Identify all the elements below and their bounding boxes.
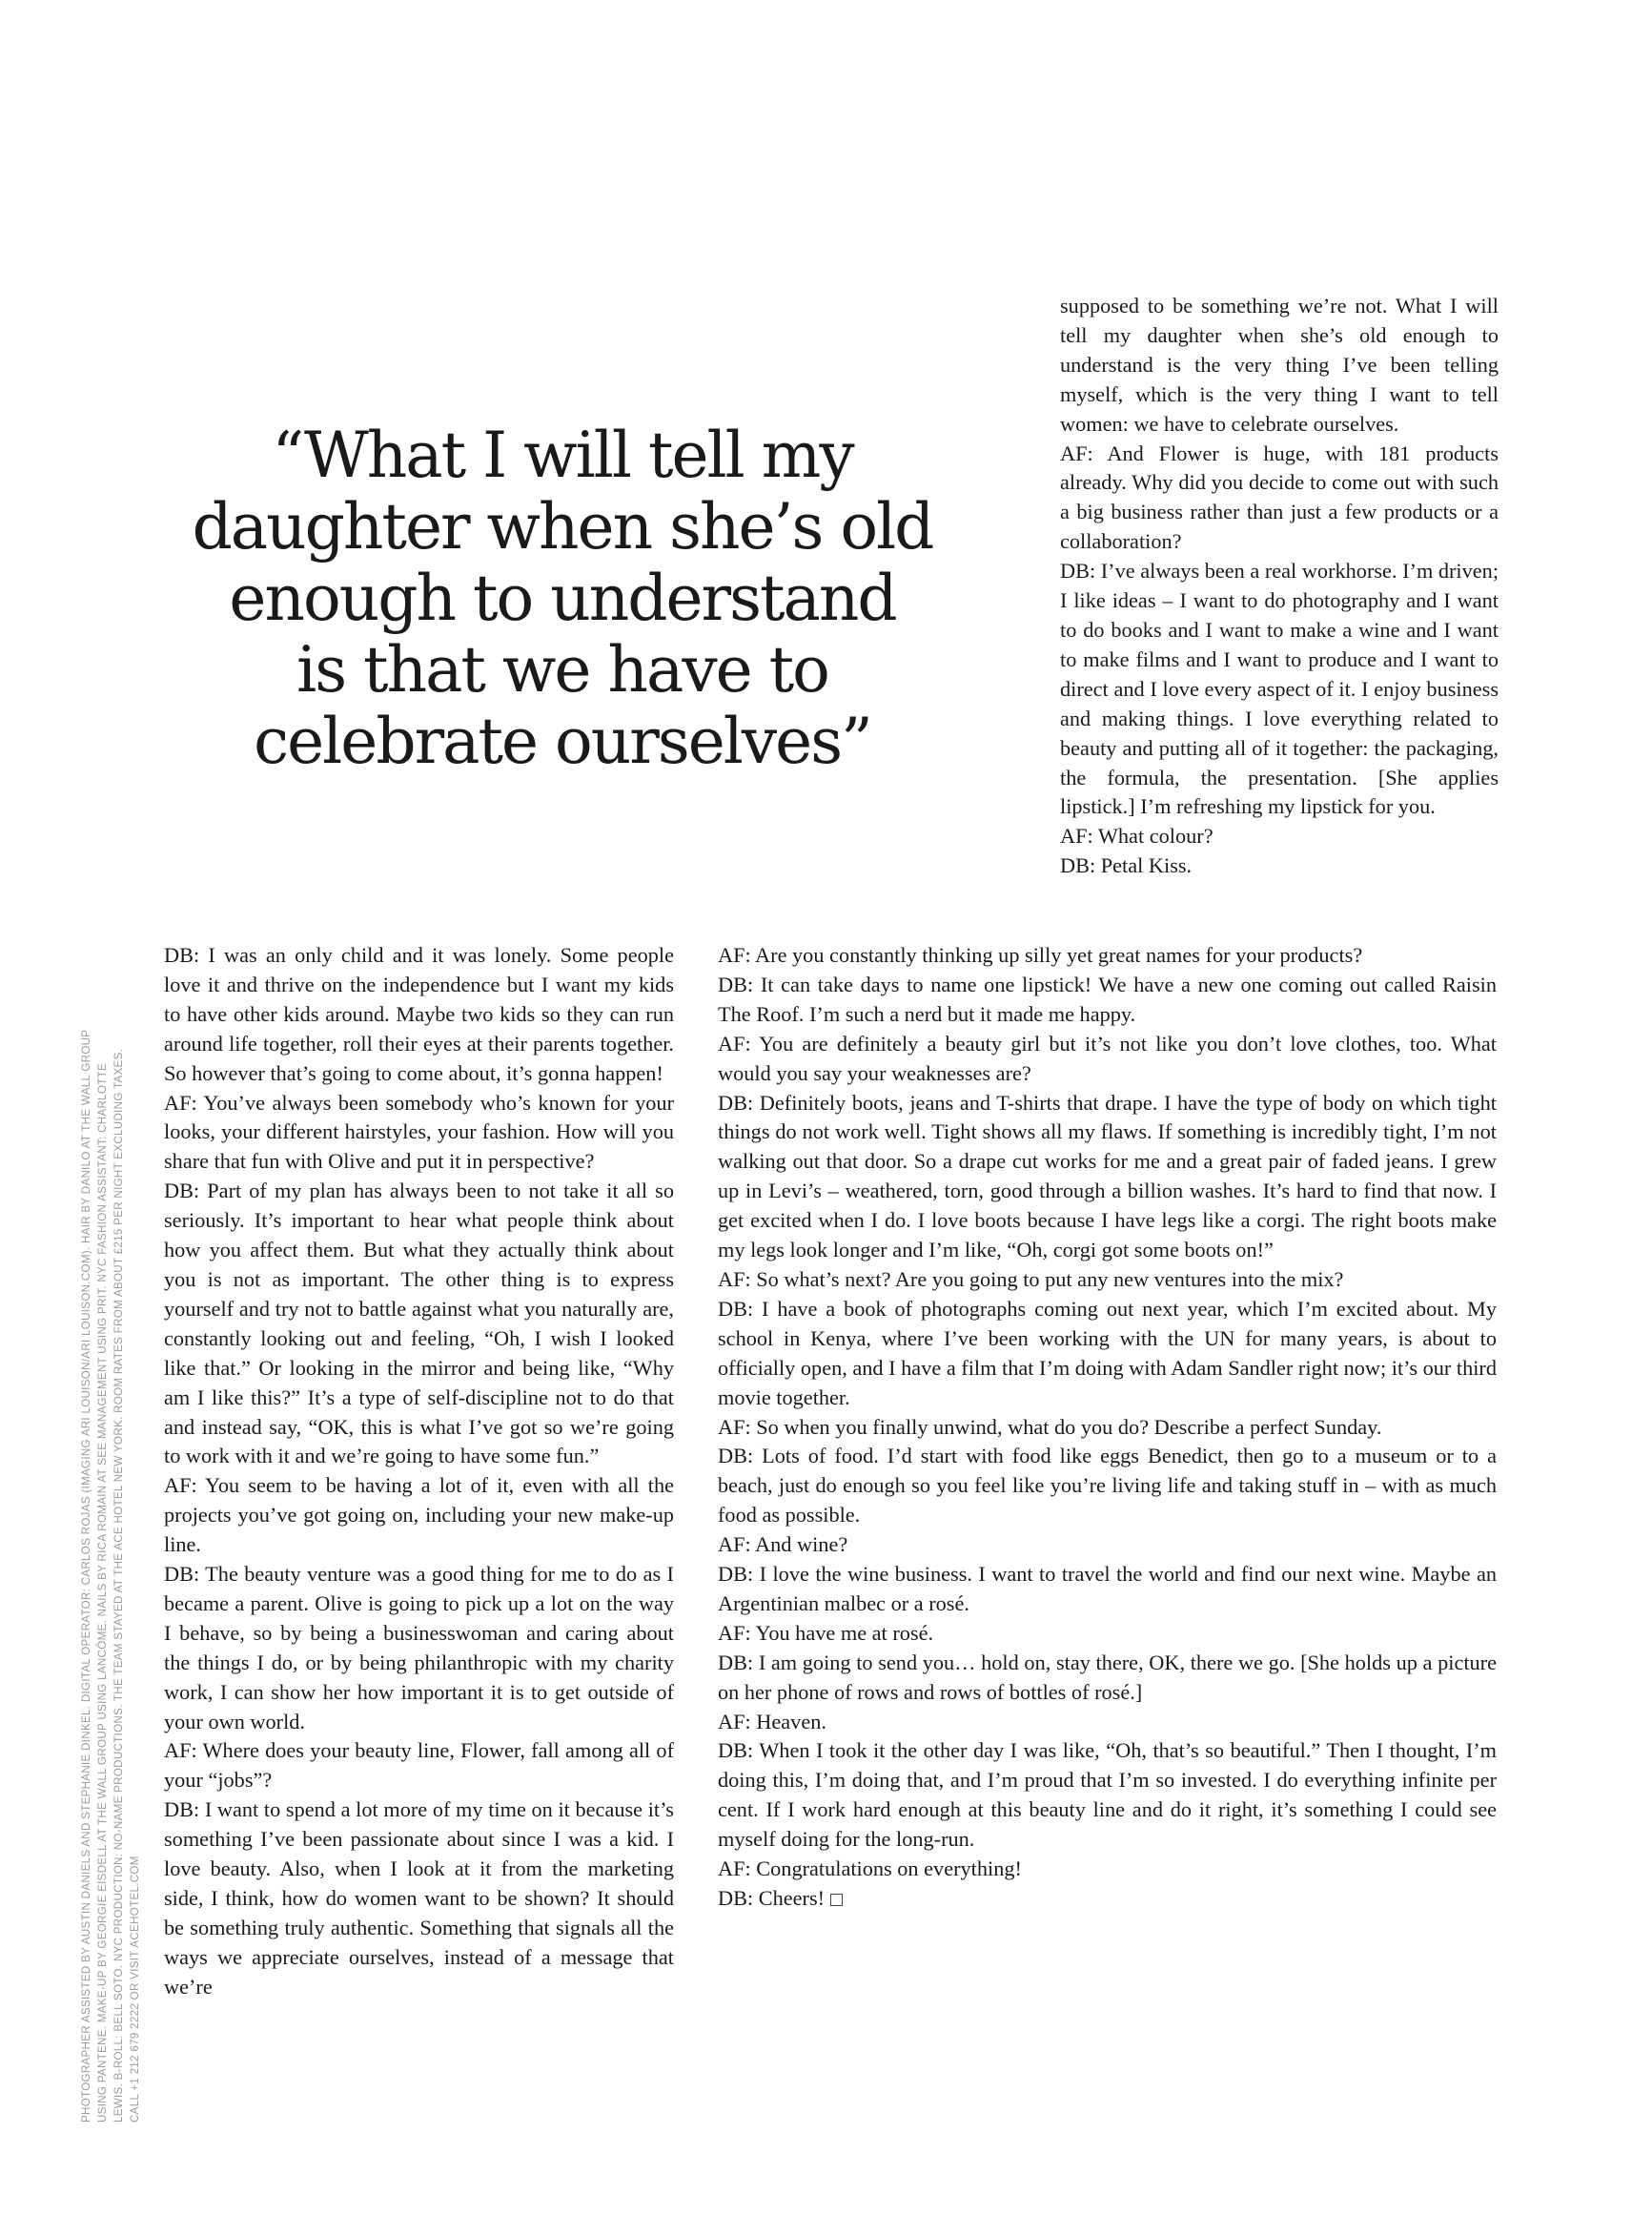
paragraph: DB: I have a book of photographs coming out next year, which I’m excited about. My school in Kenya, where I’ve been working with the UN for many years, is about to officially open, and I have a film that I’m doing with Adam Sandler right now; it’s our third movie together. bbox=[718, 1296, 1497, 1409]
paragraph: DB: I’ve always been a real workhorse. I’m driven; I like ideas – I want to do photography and I want to do books and I want to make a wine and I want to make films and I want to produce and I want to direct and I love every aspect of it. I enjoy business and making things. I love everything related to beauty and putting all of it together: the packaging, the formula, the presentation. [She applies lipstick.] I’m refreshing my lipstick for you. bbox=[1060, 559, 1499, 819]
photo-credits bbox=[78, 921, 143, 2123]
credit-line: USING PANTENE. MAKE-UP BY GEORGIE EISDELL AT THE WALL GROUP USING LANCÔME. NAILS BY RICA ROMAIN AT SEE MANAGEMENT USING PRIT. NYC FASHION ASSISTANT: CHARLOTTE bbox=[96, 1062, 109, 2123]
paragraph: DB: I love the wine business. I want to travel the world and find our next wine. Maybe an Argentinian malbec or a rosé. bbox=[718, 1562, 1497, 1615]
pull-quote-line: “What I will tell my bbox=[272, 419, 853, 492]
paragraph: AF: So when you finally unwind, what do you do? Describe a perfect Sunday. bbox=[718, 1414, 1382, 1439]
paragraph: DB: I am going to send you… hold on, stay there, OK, there we go. [She holds up a picture on her phone of rows and rows of bottles of rosé.] bbox=[718, 1650, 1497, 1704]
credit-line: PHOTOGRAPHER ASSISTED BY AUSTIN DANIELS AND STEPHANIE DINKEL. DIGITAL OPERATOR: CARLOS ROJAS (IMAGING ARI LOUISON/ARI LOUISON.COM). HAIR BY DANILO AT THE WALL GROUP bbox=[80, 1029, 92, 2123]
paragraph: AF: So what’s next? Are you going to put any new ventures into the mix? bbox=[718, 1266, 1344, 1291]
paragraph: AF: And Flower is huge, with 181 products already. Why did you decide to come out with such a big business rather than just a few products or a collaboration? bbox=[1060, 441, 1499, 554]
article-column-top-right bbox=[1060, 292, 1499, 881]
paragraph: AF: Heaven. bbox=[718, 1709, 826, 1733]
paragraph: DB: Lots of food. I’d start with food like eggs Benedict, then go to a museum or to a beach, just do enough so you feel like you’re living life and taking stuff in – with as much food as possible. bbox=[718, 1444, 1497, 1528]
paragraph: AF: You have me at rosé. bbox=[718, 1620, 934, 1645]
paragraph: supposed to be something we’re not. What I will tell my daughter when she’s old enough to understand is the very thing I’ve been telling myself, which is the very thing I want to tell women: we have to celebrate ourselves. bbox=[1060, 294, 1499, 436]
pull-quote-line: enough to understand bbox=[229, 562, 896, 635]
paragraph: DB: Part of my plan has always been to not take it all so seriously. It’s important to hear what people think about how you affect them. But what they actually think about you is not as important. The other thing is to express yourself and try not to battle against what you naturally are, constantly looking out and feeling, “Oh, I wish I looked like that.” Or looking in the mirror and being like, “Why am I like this?” It’s a type of self-discipline not to do that and instead say, “OK, this is what I’ve got so we’re going to work with it and we’re going to have some fun.” bbox=[164, 1179, 674, 1468]
paragraph: DB: It can take days to name one lipstick! We have a new one coming out called Raisin The Roof. I’m such a nerd but it made me happy. bbox=[718, 972, 1497, 1026]
pull-quote-line: celebrate ourselves” bbox=[254, 705, 871, 778]
pull-quote-line: daughter when she’s old bbox=[192, 490, 933, 564]
paragraph: AF: Are you constantly thinking up silly yet great names for your products? bbox=[718, 943, 1363, 967]
paragraph: AF: Congratulations on everything! bbox=[718, 1856, 1022, 1881]
credit-line: CALL +1 212 679 2222 OR VISIT ACEHOTEL.COM bbox=[129, 1856, 141, 2123]
paragraph: DB: The beauty venture was a good thing for me to do as I became a parent. Olive is going to pick up a lot on the way I behave, so by being a businesswoman and caring about the things I do, or by being philanthropic with my charity work, I can show her how important it is to get outside of your own world. bbox=[164, 1562, 674, 1733]
paragraph: DB: Petal Kiss. bbox=[1060, 853, 1193, 878]
paragraph: AF: And wine? bbox=[718, 1532, 848, 1557]
article-column-right bbox=[718, 941, 1497, 1914]
pull-quote bbox=[153, 420, 972, 777]
paragraph: AF: What colour? bbox=[1060, 824, 1214, 849]
paragraph: DB: When I took it the other day I was like, “Oh, that’s so beautiful.” Then I thought, I’m doing this, I’m doing that, and I’m proud that I’m so invested. I do everything infinite per cent. If I work hard enough at this beauty line and do it right, it’s something I could see myself doing for the long-run. bbox=[718, 1738, 1497, 1852]
end-of-article-square-icon bbox=[830, 1894, 843, 1906]
pull-quote-line: is that we have to bbox=[296, 633, 828, 707]
article-column-left bbox=[164, 941, 674, 2002]
credit-line: LEWIS. B-ROLL: BELL SOTO. NYC PRODUCTION: NO-NAME PRODUCTIONS. THE TEAM STAYED AT THE ACE HOTEL NEW YORK. ROOM RATES FROM ABOUT £215 PER NIGHT EXCLUDING TAXES. bbox=[112, 1048, 125, 2123]
paragraph: AF: You’ve always been somebody who’s known for your looks, your different hairstyles, your fashion. How will you share that fun with Olive and put it in perspective? bbox=[164, 1090, 674, 1174]
paragraph: AF: You seem to be having a lot of it, even with all the projects you’ve got going on, including your new make-up line. bbox=[164, 1473, 674, 1557]
paragraph: DB: I was an only child and it was lonely. Some people love it and thrive on the independence but I want my kids to have other kids around. Maybe two kids so they can run around life together, roll their eyes at their parents together. So however that’s going to come about, it’s gonna happen! bbox=[164, 943, 674, 1085]
paragraph: DB: Definitely boots, jeans and T-shirts that drape. I have the type of body on which tight things do not work well. Tight shows all my flaws. If something is incredibly tight, I’m not walking out that door. So a drape cut works for me and a great pair of faded jeans. I grew up in Levi’s – weathered, torn, good through a billion washes. It’s hard to find that now. I get excited when I do. I love boots because I have legs like a corgi. The right boots make my legs look longer and I’m like, “Oh, corgi got some boots on!” bbox=[718, 1090, 1497, 1262]
paragraph: AF: You are definitely a beauty girl but it’s not like you don’t love clothes, too. What would you say your weaknesses are? bbox=[718, 1031, 1497, 1085]
final-paragraph bbox=[718, 1884, 1497, 1914]
paragraph: AF: Where does your beauty line, Flower, fall among all of your “jobs”? bbox=[164, 1738, 674, 1793]
paragraph: DB: I want to spend a lot more of my time on it because it’s something I’ve been passionate about since I was a kid. I love beauty. Also, when I look at it from the marketing side, I think, how do women want to be shown? It should be something truly authentic. Something that signals all the ways we appreciate ourselves, instead of a message that we’re bbox=[164, 1797, 674, 1999]
paragraph-text: DB: Cheers! bbox=[718, 1886, 826, 1910]
